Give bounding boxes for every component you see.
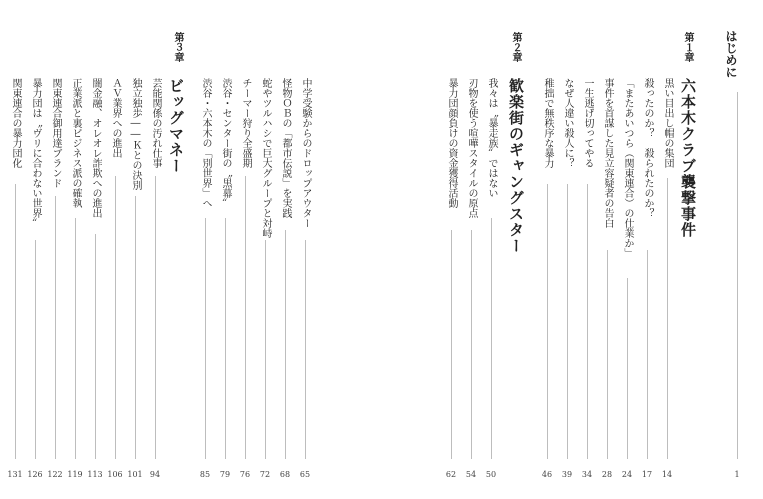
leader-line bbox=[35, 240, 36, 459]
toc-entry[interactable]: 独立独歩――Ｋとの決別 bbox=[130, 78, 141, 190]
leader-line bbox=[225, 218, 226, 459]
leader-line bbox=[95, 234, 96, 459]
page-number: 79 bbox=[219, 470, 231, 479]
leader-line bbox=[245, 176, 246, 459]
toc-entry[interactable]: 関東連合御用達ブランド bbox=[50, 78, 61, 188]
page-number: 17 bbox=[641, 470, 653, 479]
page-number: 1 bbox=[734, 470, 740, 479]
page-number: 46 bbox=[541, 470, 553, 479]
leader-line bbox=[265, 240, 266, 459]
toc-entry[interactable]: ＡＶ業界への進出 bbox=[110, 78, 121, 158]
leader-line bbox=[115, 176, 116, 459]
chapter-2-label: 第２章 bbox=[510, 32, 521, 62]
toc-entry[interactable]: 暴力団は〝ヴリに合わない世界〟 bbox=[30, 78, 41, 228]
chapter-2-title[interactable]: 歓楽街のギャングスター bbox=[507, 78, 525, 254]
leader-line bbox=[547, 184, 548, 459]
leader-line bbox=[305, 240, 306, 459]
toc-entry[interactable]: 一生逃げ切ってやる bbox=[582, 78, 593, 168]
page-number: 94 bbox=[149, 470, 161, 479]
leader-line bbox=[205, 218, 206, 459]
leader-line bbox=[471, 230, 472, 459]
page-number: 62 bbox=[445, 470, 457, 479]
toc-entry[interactable]: 刃物を使う喧嘩スタイルの原点 bbox=[466, 78, 477, 218]
toc-entry[interactable]: 事件を首謀した見立容疑者の告白 bbox=[602, 78, 613, 228]
toc-entry[interactable]: 中学受験からのドロップアウター bbox=[300, 78, 311, 228]
page-number: 113 bbox=[87, 470, 103, 479]
page-number: 126 bbox=[27, 470, 43, 479]
toc-entry[interactable]: 我々は〝暴走族〟ではない bbox=[486, 78, 497, 198]
page-number: 72 bbox=[259, 470, 271, 479]
page-number: 14 bbox=[661, 470, 673, 479]
leader-line bbox=[737, 92, 738, 459]
page-number: 122 bbox=[47, 470, 63, 479]
toc-entry[interactable]: 殺ったのか？ 殺られたのか？ bbox=[642, 78, 653, 218]
leader-line bbox=[667, 178, 668, 459]
page-number: 101 bbox=[127, 470, 143, 479]
chapter-3-label: 第３章 bbox=[172, 32, 183, 62]
toc-entry[interactable]: 黒い目出し帽の集団 bbox=[662, 78, 673, 168]
page-number: 24 bbox=[621, 470, 633, 479]
toc-entry[interactable]: チーマー狩り全盛期 bbox=[240, 78, 251, 168]
chapter-3-title[interactable]: ビッグマネー bbox=[167, 78, 185, 174]
toc-entry[interactable]: 正業派と裏ビジネス派の確執 bbox=[70, 78, 81, 208]
leader-line bbox=[627, 278, 628, 459]
chapter-1-label: 第１章 bbox=[682, 32, 693, 62]
toc-entry[interactable]: 関東連合の暴力団化 bbox=[10, 78, 21, 168]
leader-line bbox=[75, 218, 76, 459]
leader-line bbox=[587, 184, 588, 459]
leader-line bbox=[15, 184, 16, 459]
page-number: 131 bbox=[7, 470, 23, 479]
page-number: 39 bbox=[561, 470, 573, 479]
page-number: 65 bbox=[299, 470, 311, 479]
toc-entry[interactable]: 渋谷・六本木の「別世界」へ bbox=[200, 78, 211, 208]
leader-line bbox=[451, 230, 452, 459]
toc-entry[interactable]: 蛇やツルハシで巨大グループと対峙 bbox=[260, 78, 271, 238]
page-number: 34 bbox=[581, 470, 593, 479]
toc-entry[interactable]: 「またあいつら（関東連合）の仕業か」 bbox=[622, 78, 633, 258]
page-number: 119 bbox=[67, 470, 83, 479]
page-number: 54 bbox=[465, 470, 477, 479]
toc-entry[interactable]: 怪物ＯＢの「都市伝説」を実践 bbox=[280, 78, 291, 218]
leader-line bbox=[135, 196, 136, 459]
leader-line bbox=[491, 218, 492, 459]
toc-entry[interactable]: 渋谷・センター街の〝黒幕〟 bbox=[220, 78, 231, 208]
leader-line bbox=[155, 176, 156, 459]
page-number: 106 bbox=[107, 470, 123, 479]
toc-entry[interactable]: なぜ人違い殺人に？ bbox=[562, 78, 573, 168]
leader-line bbox=[647, 250, 648, 459]
leader-line bbox=[607, 250, 608, 459]
toc-entry[interactable]: 闇金融、オレオレ詐欺への進出 bbox=[90, 78, 101, 218]
toc-entry[interactable]: 稚拙で無秩序な暴力 bbox=[542, 78, 553, 168]
toc-entry[interactable]: 暴力団顔負けの資金獲得活動 bbox=[446, 78, 457, 208]
page-number: 76 bbox=[239, 470, 251, 479]
leader-line bbox=[567, 184, 568, 459]
leader-line bbox=[55, 196, 56, 459]
intro-title[interactable]: はじめに bbox=[724, 30, 738, 78]
page-number: 50 bbox=[485, 470, 497, 479]
page-number: 85 bbox=[199, 470, 211, 479]
page-number: 28 bbox=[601, 470, 613, 479]
chapter-1-title[interactable]: 六本木クラブ襲撃事件 bbox=[679, 78, 697, 238]
leader-line bbox=[285, 230, 286, 459]
page-number: 68 bbox=[279, 470, 291, 479]
toc-entry[interactable]: 芸能関係の汚れ仕事 bbox=[150, 78, 161, 168]
